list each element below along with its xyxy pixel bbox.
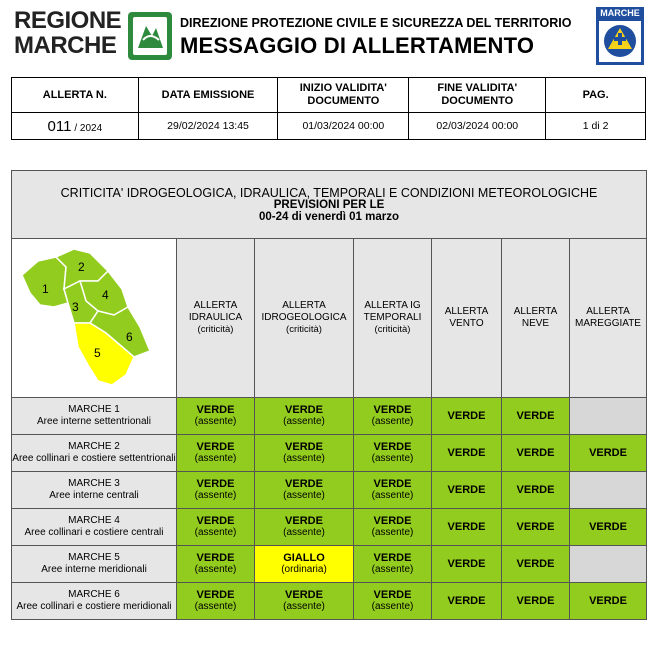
col-head-sub: (criticità) (197, 324, 234, 335)
col-head-neve (502, 239, 570, 398)
area-cell (12, 583, 177, 620)
level-cell (354, 398, 432, 435)
level-text: VERDE (373, 404, 412, 416)
crit-text: (assente) (371, 527, 414, 538)
marche-zones-map (18, 245, 168, 395)
level-cell (354, 472, 432, 509)
level-text: VERDE (447, 447, 486, 459)
area-desc: Aree collinari e costiere meridionali (16, 601, 172, 612)
level-cell (354, 546, 432, 583)
crit-text: (assente) (194, 490, 237, 501)
map-label-5: 5 (94, 346, 101, 360)
forecast-title-line1: CRITICITA' IDROGEOLOGICA, IDRAULICA, TEMPORALI E CONDIZIONI METEOROLOGICHE (60, 185, 598, 200)
crit-text: (assente) (371, 453, 414, 464)
level-cell (177, 509, 255, 546)
map-label-3: 3 (72, 300, 79, 314)
protezione-civile-logo (596, 7, 644, 65)
level-text: VERDE (285, 478, 323, 490)
level-cell (255, 398, 354, 435)
crit-text: (assente) (283, 416, 325, 427)
alert-number (12, 113, 139, 140)
level-text: VERDE (285, 515, 323, 527)
area-desc: Aree collinari e costiere centrali (24, 527, 164, 538)
crit-text: (assente) (371, 564, 414, 575)
col-head-temporali (354, 239, 432, 398)
level-cell (502, 398, 570, 435)
col-head-sub: (criticità) (374, 324, 411, 335)
alert-number-year: / 2024 (74, 122, 103, 134)
level-text: VERDE (373, 478, 412, 490)
level-cell (570, 583, 647, 620)
level-cell (432, 435, 502, 472)
level-text: VERDE (373, 589, 412, 601)
table-row (12, 435, 647, 472)
level-cell (502, 546, 570, 583)
area-cell (12, 472, 177, 509)
level-cell (354, 583, 432, 620)
area-name: MARCHE 2 (68, 441, 120, 452)
level-cell (502, 509, 570, 546)
level-cell (432, 398, 502, 435)
level-text: VERDE (516, 558, 555, 570)
level-text: VERDE (285, 404, 323, 416)
col-head-l2: IDRAULICA (188, 312, 243, 323)
level-text: VERDE (589, 595, 627, 607)
table-row (12, 472, 647, 509)
level-text: VERDE (373, 552, 412, 564)
area-desc: Aree interne centrali (49, 490, 139, 501)
col-head-l2: NEVE (521, 318, 550, 329)
regione-shield-icon (126, 10, 174, 62)
level-text: VERDE (589, 447, 627, 459)
level-text: VERDE (516, 595, 555, 607)
area-name: MARCHE 1 (68, 404, 120, 415)
crit-text: (assente) (194, 564, 237, 575)
forecast-title-line2: PREVISIONI PER LE (273, 198, 385, 211)
level-text: VERDE (196, 589, 235, 601)
map-label-6: 6 (126, 330, 133, 344)
level-text: VERDE (373, 441, 412, 453)
fine-validita: 02/03/2024 00:00 (409, 113, 546, 140)
area-cell (12, 509, 177, 546)
col-head-vento (432, 239, 502, 398)
col-head-l1: ALLERTA IG (364, 300, 421, 311)
crit-text: (assente) (194, 527, 237, 538)
level-text: VERDE (516, 521, 555, 533)
forecast-title (12, 171, 647, 239)
level-text: VERDE (285, 589, 323, 601)
col-head-l1: ALLERTA (586, 306, 630, 317)
crit-text: (assente) (194, 601, 237, 612)
map-label-2: 2 (78, 260, 85, 274)
level-text: VERDE (196, 515, 235, 527)
level-text: VERDE (447, 484, 486, 496)
level-text: VERDE (516, 484, 555, 496)
crit-text: (assente) (194, 453, 237, 464)
alert-forecast-table (11, 170, 647, 620)
level-text: VERDE (516, 447, 555, 459)
level-cell (570, 435, 647, 472)
logo-line1: REGIONE (14, 7, 122, 34)
level-text: VERDE (447, 410, 486, 422)
level-cell (255, 435, 354, 472)
area-name: MARCHE 6 (68, 589, 120, 600)
level-text: VERDE (373, 515, 412, 527)
map-label-1: 1 (42, 282, 49, 296)
crit-text: (assente) (283, 527, 325, 538)
level-text: VERDE (196, 404, 235, 416)
area-desc: Aree interne settentrionali (37, 416, 151, 427)
crit-text: (assente) (371, 490, 414, 501)
level-text: VERDE (516, 410, 555, 422)
area-name: MARCHE 4 (68, 515, 120, 526)
level-cell (177, 398, 255, 435)
table-row (12, 583, 647, 620)
level-cell (432, 583, 502, 620)
level-cell (255, 546, 354, 583)
header-fine-validita: FINE VALIDITA' DOCUMENTO (409, 78, 546, 113)
level-cell (502, 583, 570, 620)
col-head-idrogeologica (255, 239, 354, 398)
level-cell-empty (570, 472, 647, 509)
regione-marche-wordmark (14, 8, 124, 58)
level-cell (354, 435, 432, 472)
header-data-emissione: DATA EMISSIONE (138, 78, 278, 113)
area-desc: Aree collinari e costiere settentrionali (12, 453, 176, 464)
level-cell (177, 583, 255, 620)
area-name: MARCHE 3 (68, 478, 120, 489)
level-cell (432, 546, 502, 583)
table-row (12, 546, 647, 583)
crit-text: (ordinaria) (281, 564, 327, 575)
col-head-l2: MAREGGIATE (575, 318, 641, 329)
level-cell (432, 509, 502, 546)
level-text: GIALLO (283, 552, 325, 564)
crit-text: (assente) (283, 490, 325, 501)
level-cell (570, 509, 647, 546)
logo-line2: MARCHE (14, 32, 117, 59)
crit-text: (assente) (283, 453, 325, 464)
col-head-l1: ALLERTA (444, 306, 489, 317)
col-head-l1: ALLERTA (513, 306, 558, 317)
area-cell (12, 398, 177, 435)
level-text: VERDE (196, 552, 235, 564)
level-text: VERDE (447, 521, 486, 533)
level-cell-empty (570, 546, 647, 583)
level-cell (255, 583, 354, 620)
level-text: VERDE (196, 478, 235, 490)
pc-logo-label: MARCHE (600, 8, 640, 18)
level-cell (255, 509, 354, 546)
level-cell (255, 472, 354, 509)
level-text: VERDE (589, 521, 627, 533)
area-cell (12, 546, 177, 583)
header-department: DIREZIONE PROTEZIONE CIVILE E SICUREZZA DEL TERRITORIO (180, 16, 572, 30)
table-row (12, 509, 647, 546)
col-head-mareggiate (570, 239, 647, 398)
regione-marche-logo (14, 6, 174, 64)
area-cell (12, 435, 177, 472)
level-cell (177, 435, 255, 472)
col-head-idraulica (177, 239, 255, 398)
crit-text: (assente) (371, 416, 414, 427)
col-head-l1: ALLERTA (282, 300, 326, 311)
col-head-l2: TEMPORALI (363, 312, 422, 323)
level-cell (432, 472, 502, 509)
col-head-l2: VENTO (449, 318, 484, 329)
level-text: VERDE (447, 595, 486, 607)
level-cell (354, 509, 432, 546)
level-text: VERDE (447, 558, 486, 570)
forecast-title-line3: 00-24 di venerdì 01 marzo (259, 210, 399, 223)
zones-map (12, 239, 177, 398)
inizio-validita: 01/03/2024 00:00 (278, 113, 409, 140)
col-head-l1: ALLERTA (193, 300, 238, 311)
alert-info-table (11, 77, 646, 140)
level-cell (502, 472, 570, 509)
header-allerta-n: ALLERTA N. (12, 78, 139, 113)
area-name: MARCHE 5 (68, 552, 120, 563)
level-cell-empty (570, 398, 647, 435)
level-text: VERDE (196, 441, 235, 453)
crit-text: (assente) (194, 416, 237, 427)
alert-number-value: 011 (47, 117, 72, 135)
data-emissione: 29/02/2024 13:45 (138, 113, 278, 140)
col-head-sub: (criticità) (286, 324, 322, 335)
header-title: MESSAGGIO DI ALLERTAMENTO (180, 33, 535, 58)
level-text: VERDE (285, 441, 323, 453)
col-head-l2: IDROGEOLOGICA (261, 312, 347, 323)
crit-text: (assente) (283, 601, 325, 612)
level-cell (177, 546, 255, 583)
table-row (12, 398, 647, 435)
level-cell (177, 472, 255, 509)
level-cell (502, 435, 570, 472)
page-number: 1 di 2 (546, 113, 646, 140)
map-label-4: 4 (102, 288, 109, 302)
header-pag: PAG. (546, 78, 646, 113)
area-desc: Aree interne meridionali (41, 564, 147, 575)
crit-text: (assente) (371, 601, 414, 612)
header-inizio-validita: INIZIO VALIDITA' DOCUMENTO (278, 78, 409, 113)
